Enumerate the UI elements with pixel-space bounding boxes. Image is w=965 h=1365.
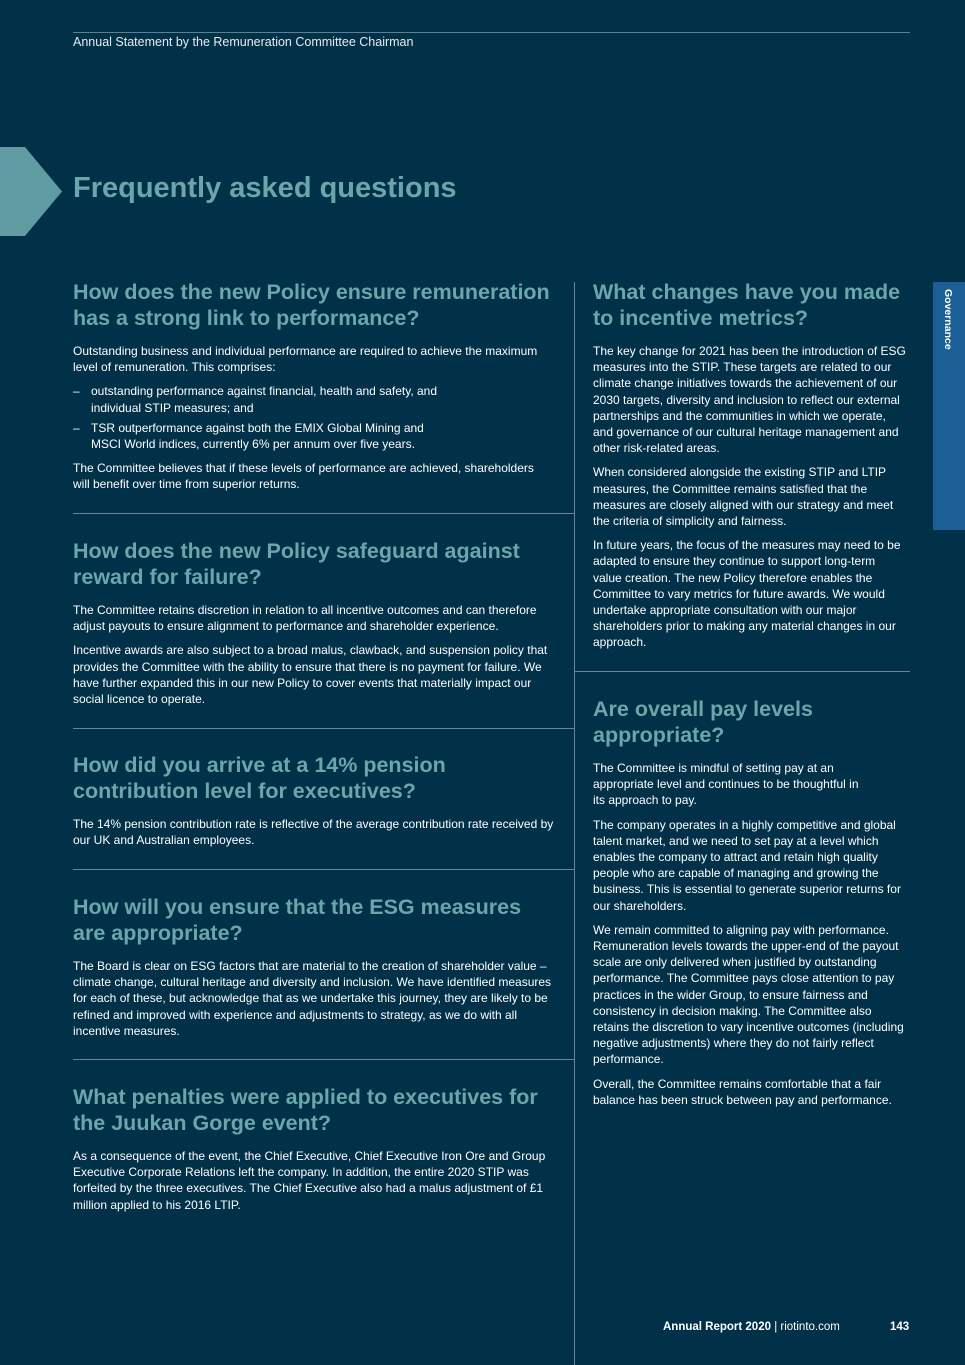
faq-answer: Overall, the Committee remains comfortable that a fair balance has been struck between pay and performance. <box>593 1076 892 1107</box>
faq-answer: In future years, the focus of the measures may need to be adapted to ensure they continue to support long-term value creation. The new Policy therefore enables the Committee to vary metrics for future awards. We would undertake appropriate consultation with our major shareholders prior to making any material changes in our approach. <box>593 538 901 650</box>
faq-item-performance-link <box>73 279 551 501</box>
faq-answer: When considered alongside the existing STIP and LTIP measures, the Committee remains satisfied that the measures are closely aligned with our strategy and meet the criteria of simplicity and fairness. <box>593 465 894 529</box>
faq-answer: The 14% pension contribution rate is reflective of the average contribution rate received by our UK and Australian employees. <box>73 817 554 848</box>
list-item: – TSR outperformance against both the EMIX Global Mining and MSCI World indices, currently 6% per annum over five years. <box>73 420 551 452</box>
faq-item-pension-contribution <box>73 752 559 856</box>
column-divider <box>574 282 575 1365</box>
section-header: Annual Statement by the Remuneration Committee Chairman <box>73 35 414 49</box>
list-item: – outstanding performance against financial, health and safety, and individual STIP measures; and <box>73 383 551 415</box>
faq-question: How will you ensure that the ESG measures are appropriate? <box>73 895 522 945</box>
faq-question: How does the new Policy safeguard against reward for failure? <box>73 539 520 589</box>
faq-item-reward-for-failure <box>73 538 559 715</box>
section-divider <box>575 671 910 672</box>
faq-answer: Incentive awards are also subject to a broad malus, clawback, and suspension policy that provides the Committee with the ability to ensure that there is no payment for failure. We have further expanded this in our new Policy to cover events that materially impact our social licence to operate. <box>73 643 548 707</box>
side-tab-label: Governance <box>942 289 954 350</box>
faq-answer: As a consequence of the event, the Chief Executive, Chief Executive Iron Ore and Group Executive Corporate Relations left the company. In addition, the entire 2020 STIP was forfeited by the three executives. The Chief Executive also had a malus adjustment of £1 million applied to his 2016 LTIP. <box>73 1149 546 1212</box>
section-divider <box>73 728 574 729</box>
faq-item-esg-measures <box>73 894 553 1047</box>
section-divider <box>73 1059 574 1060</box>
faq-answer: The Committee retains discretion in relation to all incentive outcomes and can therefore adjust payouts to ensure alignment to performance and shareholder experience. <box>73 603 537 634</box>
faq-question: Are overall pay levels appropriate? <box>593 697 813 747</box>
footer-separator: | <box>774 1321 778 1333</box>
faq-answer: The key change for 2021 has been the introduction of ESG measures into the STIP. These targets are related to our climate change initiatives towards the achievement of our 2030 targets, diversity and inclusion to reflect our external partnerships and the communities in which we operate, and governance of our cultural heritage management and other risk-related areas. <box>593 344 906 456</box>
chevron-marker-icon <box>0 147 62 236</box>
faq-answer: The company operates in a highly competitive and global talent market, and we need to set pay at a level which enables the company to attract and retain high quality people who are capable of managing and growing the business. This is essential to generate superior returns for our shareholders. <box>593 817 901 913</box>
faq-answer: Outstanding business and individual performance are required to achieve the maximum level of remuneration. This comprises: <box>73 344 538 375</box>
faq-answer: The Committee believes that if these levels of performance are achieved, shareholders will benefit over time from superior returns. <box>73 461 534 492</box>
faq-bullet-list <box>73 383 551 452</box>
faq-question: How does the new Policy ensure remuneration has a strong link to performance? <box>73 280 550 330</box>
header-rule <box>73 32 910 33</box>
faq-answer: The Board is clear on ESG factors that are material to the creation of shareholder value – climate change, cultural heritage and diversity and inclusion. We have identified measures for each of these, but acknowledge that as we undertake this journey, they are likely to be refined and improved with experience and adjustments to strategy, as we do with all incentive measures. <box>73 959 552 1038</box>
section-divider <box>73 869 574 870</box>
section-divider <box>73 513 574 514</box>
footer-website: riotinto.com <box>780 1321 840 1333</box>
faq-answer: We remain committed to aligning pay with performance. Remuneration levels towards the upper-end of the payout scale are only delivered when justified by outstanding performance. The Committee pays close attention to pay practices in the wider Group, to ensure fairness and consistency in decision making. The Committee also retains the discretion to vary incentive outcomes (including negative adjustments) where they do not fairly reflect performance. <box>593 922 904 1067</box>
footer-report-name: Annual Report 2020 <box>663 1321 771 1333</box>
page-title: Frequently asked questions <box>73 172 457 204</box>
footer-report-info <box>663 1321 840 1333</box>
faq-answer: The Committee is mindful of setting pay at an appropriate level and continues to be thoughtful in its approach to pay. <box>593 761 859 808</box>
faq-question: How did you arrive at a 14% pension contribution level for executives? <box>73 753 446 803</box>
page-number: 143 <box>890 1321 910 1333</box>
faq-question: What changes have you made to incentive metrics? <box>593 280 901 330</box>
faq-item-incentive-metrics <box>593 279 907 659</box>
faq-item-juukan-gorge <box>73 1084 555 1221</box>
faq-item-pay-levels <box>593 696 907 1116</box>
faq-question: What penalties were applied to executives for the Juukan Gorge event? <box>73 1085 538 1135</box>
section-side-tab <box>933 282 965 530</box>
